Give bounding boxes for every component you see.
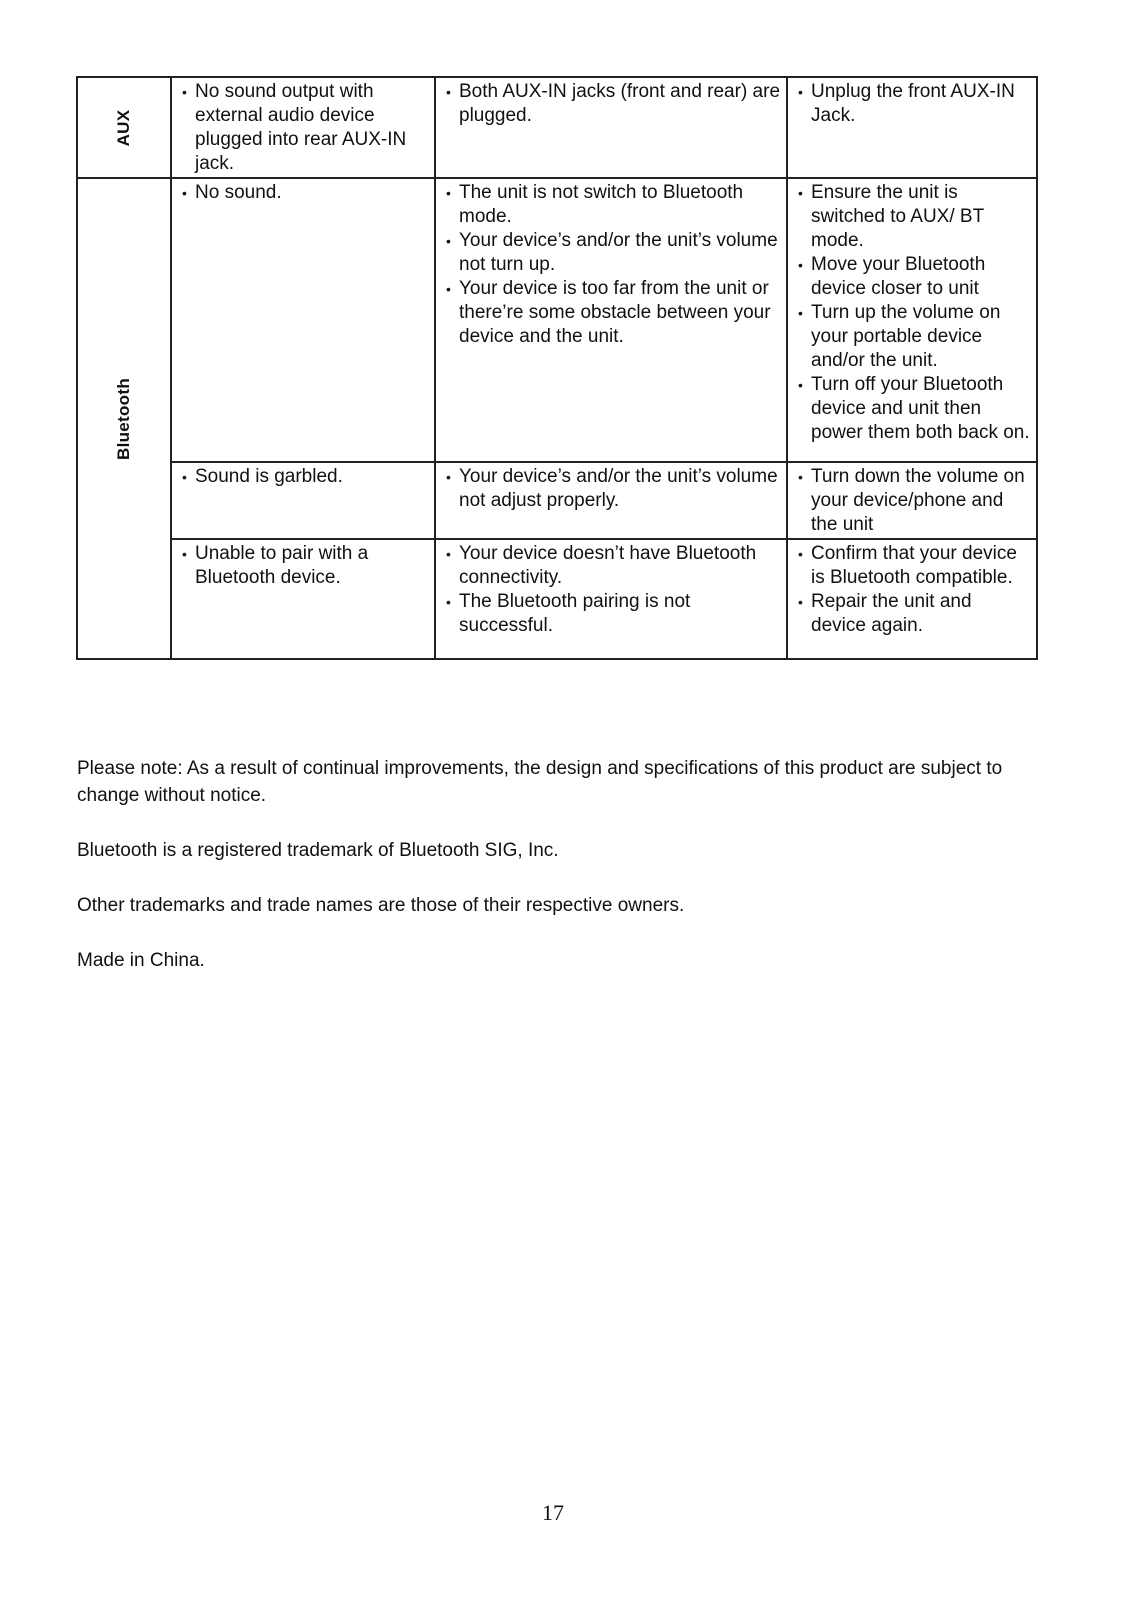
list-item: • Turn down the volume on your device/phone and the unit [796, 465, 1030, 537]
list-item: • Turn up the volume on your portable device and/or the unit. [796, 301, 1030, 373]
list-item: • Your device doesn’t have Bluetooth connectivity. [444, 542, 780, 590]
page-number: 17 [542, 1500, 564, 1525]
solution-cell [787, 178, 1037, 462]
table-row [77, 462, 1037, 539]
list-item: • Your device’s and/or the unit’s volume not adjust properly. [444, 465, 780, 513]
table-row [77, 178, 1037, 462]
notes-section [77, 755, 1057, 1002]
cause-cell [435, 539, 787, 659]
section-cell-aux [77, 77, 171, 178]
list-item: • The unit is not switch to Bluetooth mode. [444, 181, 780, 229]
list-item: • Ensure the unit is switched to AUX/ BT mode. [796, 181, 1030, 253]
list-item: • Sound is garbled. [180, 465, 428, 489]
list-item: • Unable to pair with a Bluetooth device. [180, 542, 428, 590]
solution-cell [787, 77, 1037, 178]
list-item: • No sound. [180, 181, 428, 205]
origin-notice: Made in China. [77, 950, 205, 971]
cause-cell [435, 178, 787, 462]
solution-cell [787, 462, 1037, 539]
list-item: • Both AUX-IN jacks (front and rear) are plugged. [444, 80, 780, 128]
list-item: • Turn off your Bluetooth device and unit then power them both back on. [796, 373, 1030, 445]
table-row [77, 77, 1037, 178]
problem-cell [171, 462, 435, 539]
cause-cell [435, 462, 787, 539]
solution-cell [787, 539, 1037, 659]
problem-cell [171, 178, 435, 462]
change-notice: Please note: As a result of continual improvements, the design and specifications of this product are subject to change without notice. [77, 758, 1003, 806]
other-trademarks-notice: Other trademarks and trade names are those of their respective owners. [77, 895, 685, 916]
list-item: • Move your Bluetooth device closer to unit [796, 253, 1030, 301]
problem-cell [171, 77, 435, 178]
section-label-bluetooth: Bluetooth [114, 377, 133, 460]
section-cell-bluetooth [77, 178, 171, 659]
cause-cell [435, 77, 787, 178]
list-item: • Repair the unit and device again. [796, 590, 1030, 638]
trademark-notice: Bluetooth is a registered trademark of Bluetooth SIG, Inc. [77, 840, 559, 861]
list-item: • The Bluetooth pairing is not successful. [444, 590, 780, 638]
list-item: • Your device is too far from the unit or there’re some obstacle between your device and the unit. [444, 277, 780, 349]
table-row [77, 539, 1037, 659]
list-item: • Unplug the front AUX-IN Jack. [796, 80, 1030, 128]
list-item: • Your device’s and/or the unit’s volume not turn up. [444, 229, 780, 277]
troubleshooting-table [76, 76, 1038, 660]
list-item: • Confirm that your device is Bluetooth compatible. [796, 542, 1030, 590]
section-label-aux: AUX [114, 109, 133, 146]
problem-cell [171, 539, 435, 659]
list-item: • No sound output with external audio device plugged into rear AUX-IN jack. [180, 80, 428, 176]
